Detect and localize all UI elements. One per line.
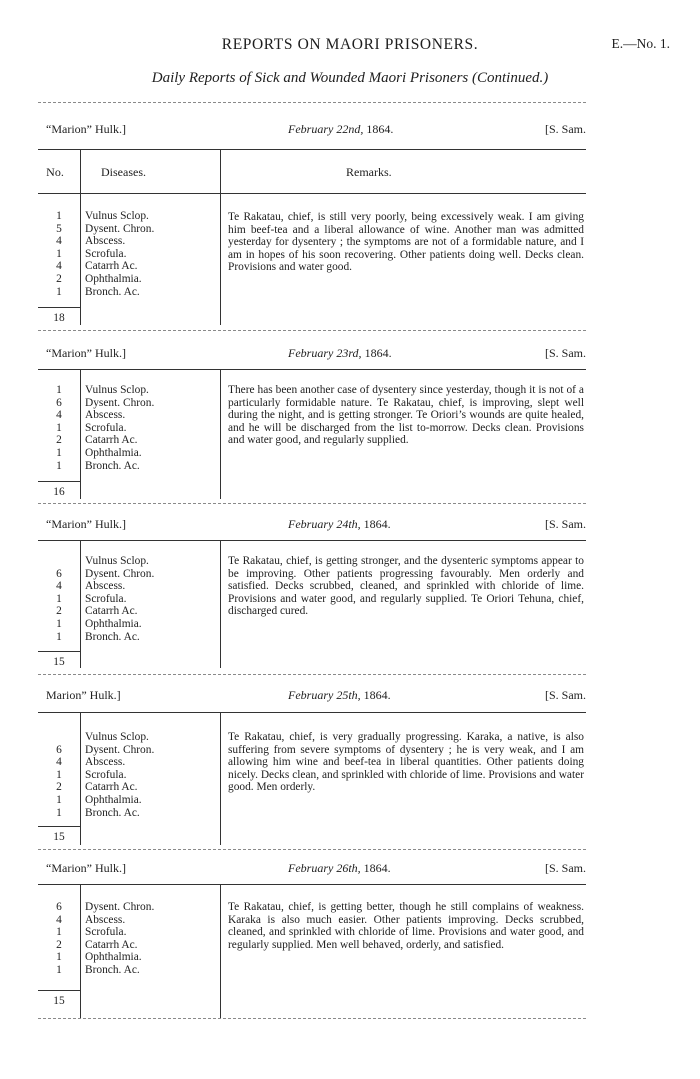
total-rule [38, 307, 80, 308]
report-date: February 22nd, 1864. [288, 122, 394, 136]
list-item: 1 Ophthalmia. [56, 793, 142, 806]
list-item: 1 Scrofula. [56, 592, 127, 605]
report-date: February 25th, 1864. [288, 688, 391, 702]
remarks-text: Te Rakatau, chief, is very gradually progressing. Karaka, a native, is also suffering from severe symptoms of dysentery ; he is very weak, and I am allowing him wine and beef-tea in liberal quantities. Other patients doing nicely. Decks clean, and sprinkled with chloride of lime. Provisions and water good. Men orderly. [228, 731, 584, 794]
list-item: 1 Bronch. Ac. [56, 630, 140, 643]
total-rule [38, 481, 80, 482]
vessel-name: “Marion” Hulk.] [46, 346, 126, 360]
separator [38, 674, 586, 675]
list-item: 6 Dysent. Chron. [56, 567, 155, 580]
list-item: 4 Abscess. [56, 756, 126, 769]
list-item: Vulnus Sclop. [85, 555, 149, 567]
column-header-remarks: Remarks. [346, 165, 392, 179]
list-item: 4 Abscess. [56, 913, 126, 926]
list-item: 1 Ophthalmia. [56, 446, 142, 459]
list-item: 1 Bronch. Ac. [56, 285, 140, 298]
list-item: 1 Scrofula. [56, 768, 127, 781]
disease-list [47, 555, 154, 643]
table-rule [38, 540, 586, 541]
remarks-text: There has been another case of dysentery since yesterday, though it is not of a particularly formidable nature. Te Rakatau, chief, is improving, slept well during the night, and is getting stronger. Te Oriori’s wounds are quite healed, and he will be discharged from the list to-morrow. Decks clean. Provisions and water good, and regularly supplied. [228, 384, 584, 447]
column-header-no: No. [46, 165, 64, 179]
table-rule [38, 884, 586, 885]
report-header [38, 688, 586, 704]
list-item: Vulnus Sclop. [85, 731, 149, 743]
list-item: 1 Bronch. Ac. [56, 806, 140, 819]
list-item: 4 Abscess. [56, 409, 126, 422]
column-divider [220, 540, 221, 668]
list-item: 1 Bronch. Ac. [56, 963, 140, 976]
list-item: 6 Dysent. Chron. [56, 743, 155, 756]
signature: [S. Sam. [544, 122, 586, 136]
total-count: 15 [53, 831, 65, 843]
list-item: 2 Ophthalmia. [56, 272, 142, 285]
separator [38, 849, 586, 850]
report-header [38, 346, 586, 362]
disease-list [47, 210, 154, 298]
disease-list [47, 384, 154, 472]
report-header [38, 517, 586, 533]
remarks-text: Te Rakatau, chief, is still very poorly, being excessively weak. I am giving him beef-tea and a liberal allowance of wine. Another man was admitted yesterday for dysentery ; the symptoms are not of a formidable nature, and I am in hopes of his soon recovering. Other patients doing well. Decks clean. Provisions and water good. [228, 211, 584, 274]
separator [38, 102, 586, 103]
signature: [S. Sam. [544, 861, 586, 875]
page-subtitle: Daily Reports of Sick and Wounded Maori Prisoners (Continued.) [151, 70, 549, 86]
column-divider [220, 884, 221, 1018]
signature: [S. Sam. [544, 346, 586, 360]
list-item: 2 Catarrh Ac. [56, 938, 138, 951]
list-item: 4 Catarrh Ac. [56, 260, 138, 273]
vessel-name: “Marion” Hulk.] [46, 861, 126, 875]
total-rule [38, 990, 80, 991]
list-item: 1 Vulnus Sclop. [56, 210, 149, 222]
report-date: February 24th, 1864. [288, 517, 391, 531]
disease-list [47, 731, 154, 819]
list-item: 1 Bronch. Ac. [56, 459, 140, 472]
list-item: 1 Vulnus Sclop. [56, 384, 149, 396]
list-item: 4 Abscess. [56, 580, 126, 593]
report-header [38, 122, 586, 138]
list-item: 1 Ophthalmia. [56, 951, 142, 964]
list-item: 1 Ophthalmia. [56, 617, 142, 630]
total-count: 15 [53, 995, 65, 1007]
document-reference: E.—No. 1. [611, 36, 670, 51]
remarks-text: Te Rakatau, chief, is getting stronger, and the dysenteric symptoms appear to be improving. Other patients progressing favourably. Men orderly and satisfied. Decks scrubbed, cleaned, and sprinkled with chloride of lime. Provisions and water good, and regularly supplied. Te Oriori Tehuna, chief, discharged cured. [228, 555, 584, 618]
list-item: 5 Dysent. Chron. [56, 222, 155, 235]
list-item: 6 Dysent. Chron. [56, 396, 155, 409]
list-item: 2 Catarrh Ac. [56, 781, 138, 794]
vessel-name: “Marion” Hulk.] [46, 517, 126, 531]
table-rule [38, 369, 586, 370]
total-rule [38, 826, 80, 827]
separator [38, 330, 586, 331]
total-count: 15 [53, 656, 65, 668]
disease-list [47, 901, 154, 977]
report-header [38, 861, 586, 877]
column-divider [220, 149, 221, 325]
table-rule [38, 712, 586, 713]
list-item: 6 Dysent. Chron. [56, 901, 155, 913]
column-divider [220, 712, 221, 845]
list-item: 1 Scrofula. [56, 247, 127, 260]
separator [38, 503, 586, 504]
list-item: 2 Catarrh Ac. [56, 434, 138, 447]
signature: [S. Sam. [544, 688, 586, 702]
column-divider [220, 369, 221, 499]
list-item: 1 Scrofula. [56, 421, 127, 434]
total-rule [38, 651, 80, 652]
total-count: 16 [53, 486, 65, 498]
list-item: 2 Catarrh Ac. [56, 605, 138, 618]
total-count: 18 [53, 312, 65, 324]
table-rule [38, 193, 586, 194]
report-date: February 23rd, 1864. [288, 346, 392, 360]
vessel-name: Marion” Hulk.] [46, 688, 121, 702]
signature: [S. Sam. [544, 517, 586, 531]
table-rule [38, 149, 586, 150]
separator [38, 1018, 586, 1019]
list-item: 4 Abscess. [56, 235, 126, 248]
page-title: REPORTS ON MAORI PRISONERS. [221, 36, 479, 53]
column-header-diseases: Diseases. [101, 165, 146, 179]
vessel-name: “Marion” Hulk.] [46, 122, 126, 136]
report-date: February 26th, 1864. [288, 861, 391, 875]
remarks-text: Te Rakatau, chief, is getting better, though he still complains of weakness. Karaka is also much easier. Other patients improving. Decks scrubbed, cleaned, and sprinkled with chloride of lime. Provisions and water good, and regularly supplied. Men well behaved, orderly, and satisfied. [228, 901, 584, 951]
list-item: 1 Scrofula. [56, 926, 127, 939]
